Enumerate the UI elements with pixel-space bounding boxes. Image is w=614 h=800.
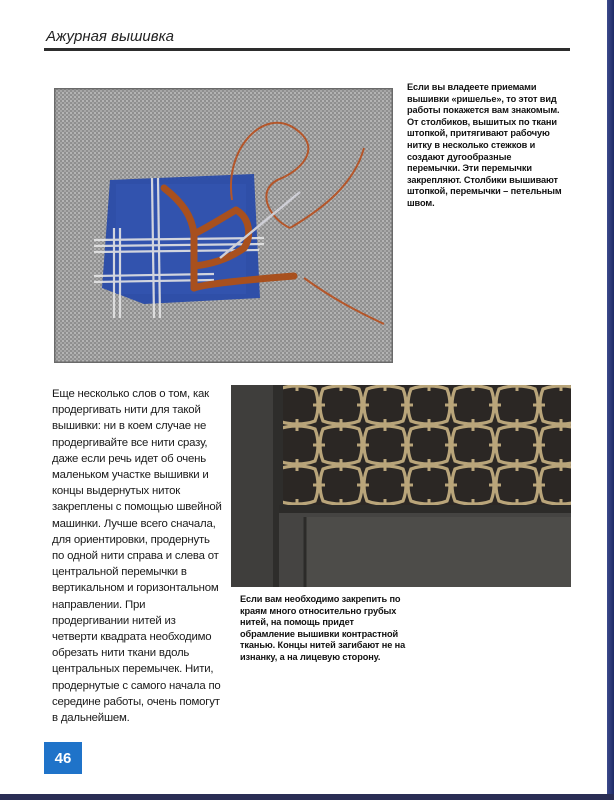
page-edge <box>607 0 614 800</box>
body-paragraph: Еще несколько слов о том, как продергивать нити для такой вышивки: ни в коем случае не продергивайте все нити сразу, даже если речь идет об очень маленьком участке вышивки и концы выдернутых ниток закреплены с помощью швейной машинки. Лучше всего сначала, для ориентировки, продернуть по одной нити справа и слева от центральной перемычки в вертикальном и горизонтальном направлении. При продергивании нитей из четверти квадрата необходимо обрезать нити ткани вдоль центральных перемычек. Нити, продернутые с самого начала по середине работы, очень помогут в дальнейшем. <box>52 388 222 725</box>
photo-caption-bottom: Если вам необходимо закрепить по краям много относительно грубых нитей, на помощь придет обрамление вышивки контрастной тканью. Концы нитей загибают не на изнанку, а на лицевую сторону. <box>240 594 406 662</box>
header-rule <box>44 48 570 51</box>
finished-lacework-photo <box>231 385 571 587</box>
page-bottom-edge <box>0 794 614 800</box>
embroidery-in-progress-photo <box>54 88 393 363</box>
photo-caption-top: Если вы владеете приемами вышивки «ришелье», то этот вид работы покажется вам знакомым. От столбиков, вышитых по ткани штопкой, притягивают рабочую нитку в несколько стежков и создают дугообразные перемычки. Эти перемычки закрепляют. Столбики вышивают штопкой, перемычки – петельным швом. <box>407 82 562 208</box>
running-header: Ажурная вышивка <box>46 28 175 45</box>
page-number: 46 <box>44 742 82 774</box>
